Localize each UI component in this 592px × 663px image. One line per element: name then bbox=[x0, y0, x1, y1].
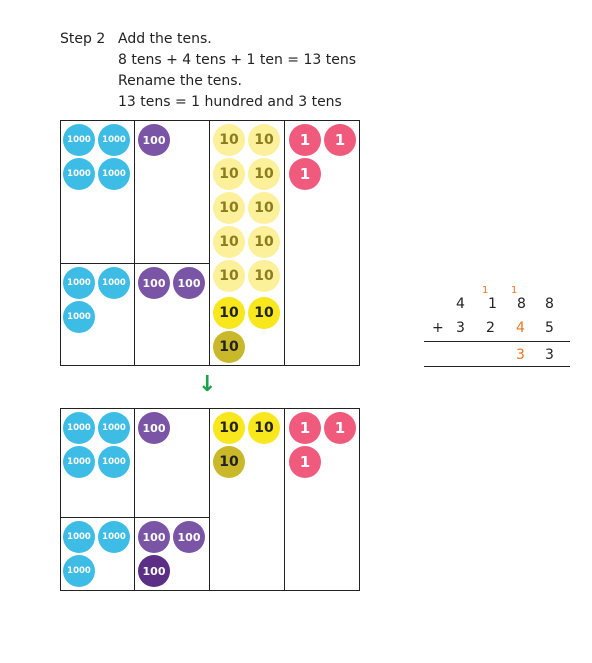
plus-sign: + bbox=[432, 320, 444, 336]
thousand-counter: 1000 bbox=[63, 124, 95, 156]
ten-counter: 10 bbox=[213, 260, 245, 292]
ten-counter: 10 bbox=[213, 192, 245, 224]
hundred-counter: 100 bbox=[138, 124, 170, 156]
table-divider bbox=[60, 263, 210, 264]
hundred-counter: 100 bbox=[173, 521, 205, 553]
sum-digit-highlighted: 3 bbox=[516, 347, 525, 363]
ten-counter: 10 bbox=[248, 297, 280, 329]
sum-digit: 3 bbox=[545, 347, 554, 363]
thousand-counter: 1000 bbox=[63, 446, 95, 478]
table-divider bbox=[134, 120, 135, 366]
instruction-line-1: Add the tens. bbox=[118, 31, 212, 47]
addend-digit: 3 bbox=[456, 320, 465, 336]
thousand-counter: 1000 bbox=[63, 301, 95, 333]
step-label: Step 2 bbox=[60, 31, 106, 47]
hundred-counter: 100 bbox=[173, 267, 205, 299]
table-divider bbox=[134, 408, 135, 591]
hundred-counter: 100 bbox=[138, 412, 170, 444]
instruction-line-3: Rename the tens. bbox=[118, 73, 243, 89]
one-counter: 1 bbox=[289, 446, 321, 478]
ten-counter: 10 bbox=[248, 124, 280, 156]
thousand-counter: 1000 bbox=[98, 158, 130, 190]
one-counter: 1 bbox=[289, 158, 321, 190]
sum-line-top bbox=[424, 341, 570, 342]
ten-counter: 10 bbox=[213, 158, 245, 190]
table-divider bbox=[284, 120, 285, 366]
addend-digit: 1 bbox=[488, 296, 497, 312]
thousand-counter: 1000 bbox=[98, 267, 130, 299]
thousand-counter: 1000 bbox=[63, 412, 95, 444]
addend-digit: 8 bbox=[517, 296, 526, 312]
thousand-counter: 1000 bbox=[63, 267, 95, 299]
ten-counter: 10 bbox=[248, 412, 280, 444]
hundred-counter-renamed: 100 bbox=[138, 555, 170, 587]
ten-counter: 10 bbox=[248, 158, 280, 190]
ten-counter: 10 bbox=[213, 124, 245, 156]
thousand-counter: 1000 bbox=[63, 555, 95, 587]
carry-digit: 1 bbox=[511, 285, 518, 296]
ten-counter: 10 bbox=[213, 446, 245, 478]
addend-digit-highlighted: 4 bbox=[516, 320, 525, 336]
carry-digit: 1 bbox=[482, 285, 489, 296]
addend-digit: 2 bbox=[486, 320, 495, 336]
one-counter: 1 bbox=[324, 124, 356, 156]
thousand-counter: 1000 bbox=[98, 124, 130, 156]
sum-line-bottom bbox=[424, 366, 570, 367]
ten-counter: 10 bbox=[213, 412, 245, 444]
thousand-counter: 1000 bbox=[98, 521, 130, 553]
table-divider bbox=[209, 120, 210, 366]
ten-counter: 10 bbox=[248, 226, 280, 258]
hundred-counter: 100 bbox=[138, 521, 170, 553]
thousand-counter: 1000 bbox=[63, 521, 95, 553]
thousand-counter: 1000 bbox=[98, 412, 130, 444]
one-counter: 1 bbox=[289, 412, 321, 444]
thousand-counter: 1000 bbox=[98, 446, 130, 478]
table-divider bbox=[60, 517, 210, 518]
thousand-counter: 1000 bbox=[63, 158, 95, 190]
ten-counter: 10 bbox=[213, 331, 245, 363]
table-divider bbox=[284, 408, 285, 591]
instruction-line-4: 13 tens = 1 hundred and 3 tens bbox=[118, 94, 342, 110]
ten-counter: 10 bbox=[248, 192, 280, 224]
ten-counter: 10 bbox=[213, 297, 245, 329]
arrow-down-icon: ↓ bbox=[198, 372, 217, 397]
table-divider bbox=[209, 408, 210, 591]
instruction-line-2: 8 tens + 4 tens + 1 ten = 13 tens bbox=[118, 52, 357, 68]
ten-counter: 10 bbox=[248, 260, 280, 292]
hundred-counter: 100 bbox=[138, 267, 170, 299]
addend-digit: 4 bbox=[456, 296, 465, 312]
addend-digit: 8 bbox=[545, 296, 554, 312]
one-counter: 1 bbox=[324, 412, 356, 444]
ten-counter: 10 bbox=[213, 226, 245, 258]
addend-digit: 5 bbox=[545, 320, 554, 336]
one-counter: 1 bbox=[289, 124, 321, 156]
